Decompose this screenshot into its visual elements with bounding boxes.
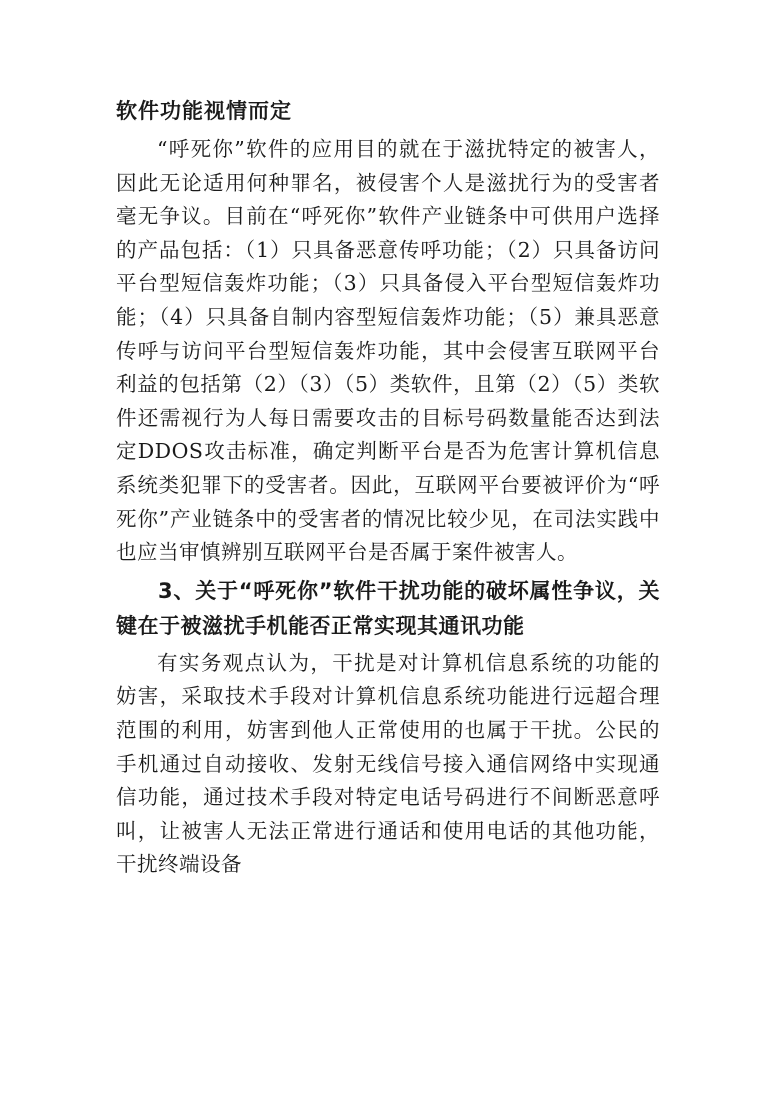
section-heading: 3、关于“呼死你”软件干扰功能的破坏属性争议，关键在于被滋扰手机能否正常实现其通讯功能	[116, 578, 660, 638]
document-body	[116, 95, 660, 882]
paragraph-2: 有实务观点认为，干扰是对计算机信息系统的功能的妨害，采取技术手段对计算机信息系统功能进行远超合理范围的利用，妨害到他人正常使用的也属于干扰。公民的手机通过自动接收、发射无线信号接入通信网络中实现通信功能，通过技术手段对特定电话号码进行不间断恶意呼叫，让被害人无法正常进行通话和使用电话的其他功能，干扰终端设备	[116, 650, 660, 877]
paragraph-1: “呼死你”软件的应用目的就在于滋扰特定的被害人，因此无论适用何种罪名，被侵害个人是滋扰行为的受害者毫无争议。目前在“呼死你”软件产业链条中可供用户选择的产品包括：（1）只具备恶意传呼功能；（2）只具备访问平台型短信轰炸功能；（3）只具备侵入平台型短信轰炸功能；（4）只具备自制内容型短信轰炸功能；（5）兼具恶意传呼与访问平台型短信轰炸功能，其中会侵害互联网平台利益的包括第（2）（3）（5）类软件，且第（2）（5）类软件还需视行为人每日需要攻击的目标号码数量能否达到法定DDOS攻击标准，确定判断平台是否为危害计算机信息系统类犯罪下的受害者。因此，互联网平台要被评价为“呼死你”产业链条中的受害者的情况比较少见，在司法实践中也应当审慎辨别互联网平台是否属于案件被害人。	[116, 137, 660, 565]
subheading: 软件功能视情而定	[116, 99, 292, 123]
